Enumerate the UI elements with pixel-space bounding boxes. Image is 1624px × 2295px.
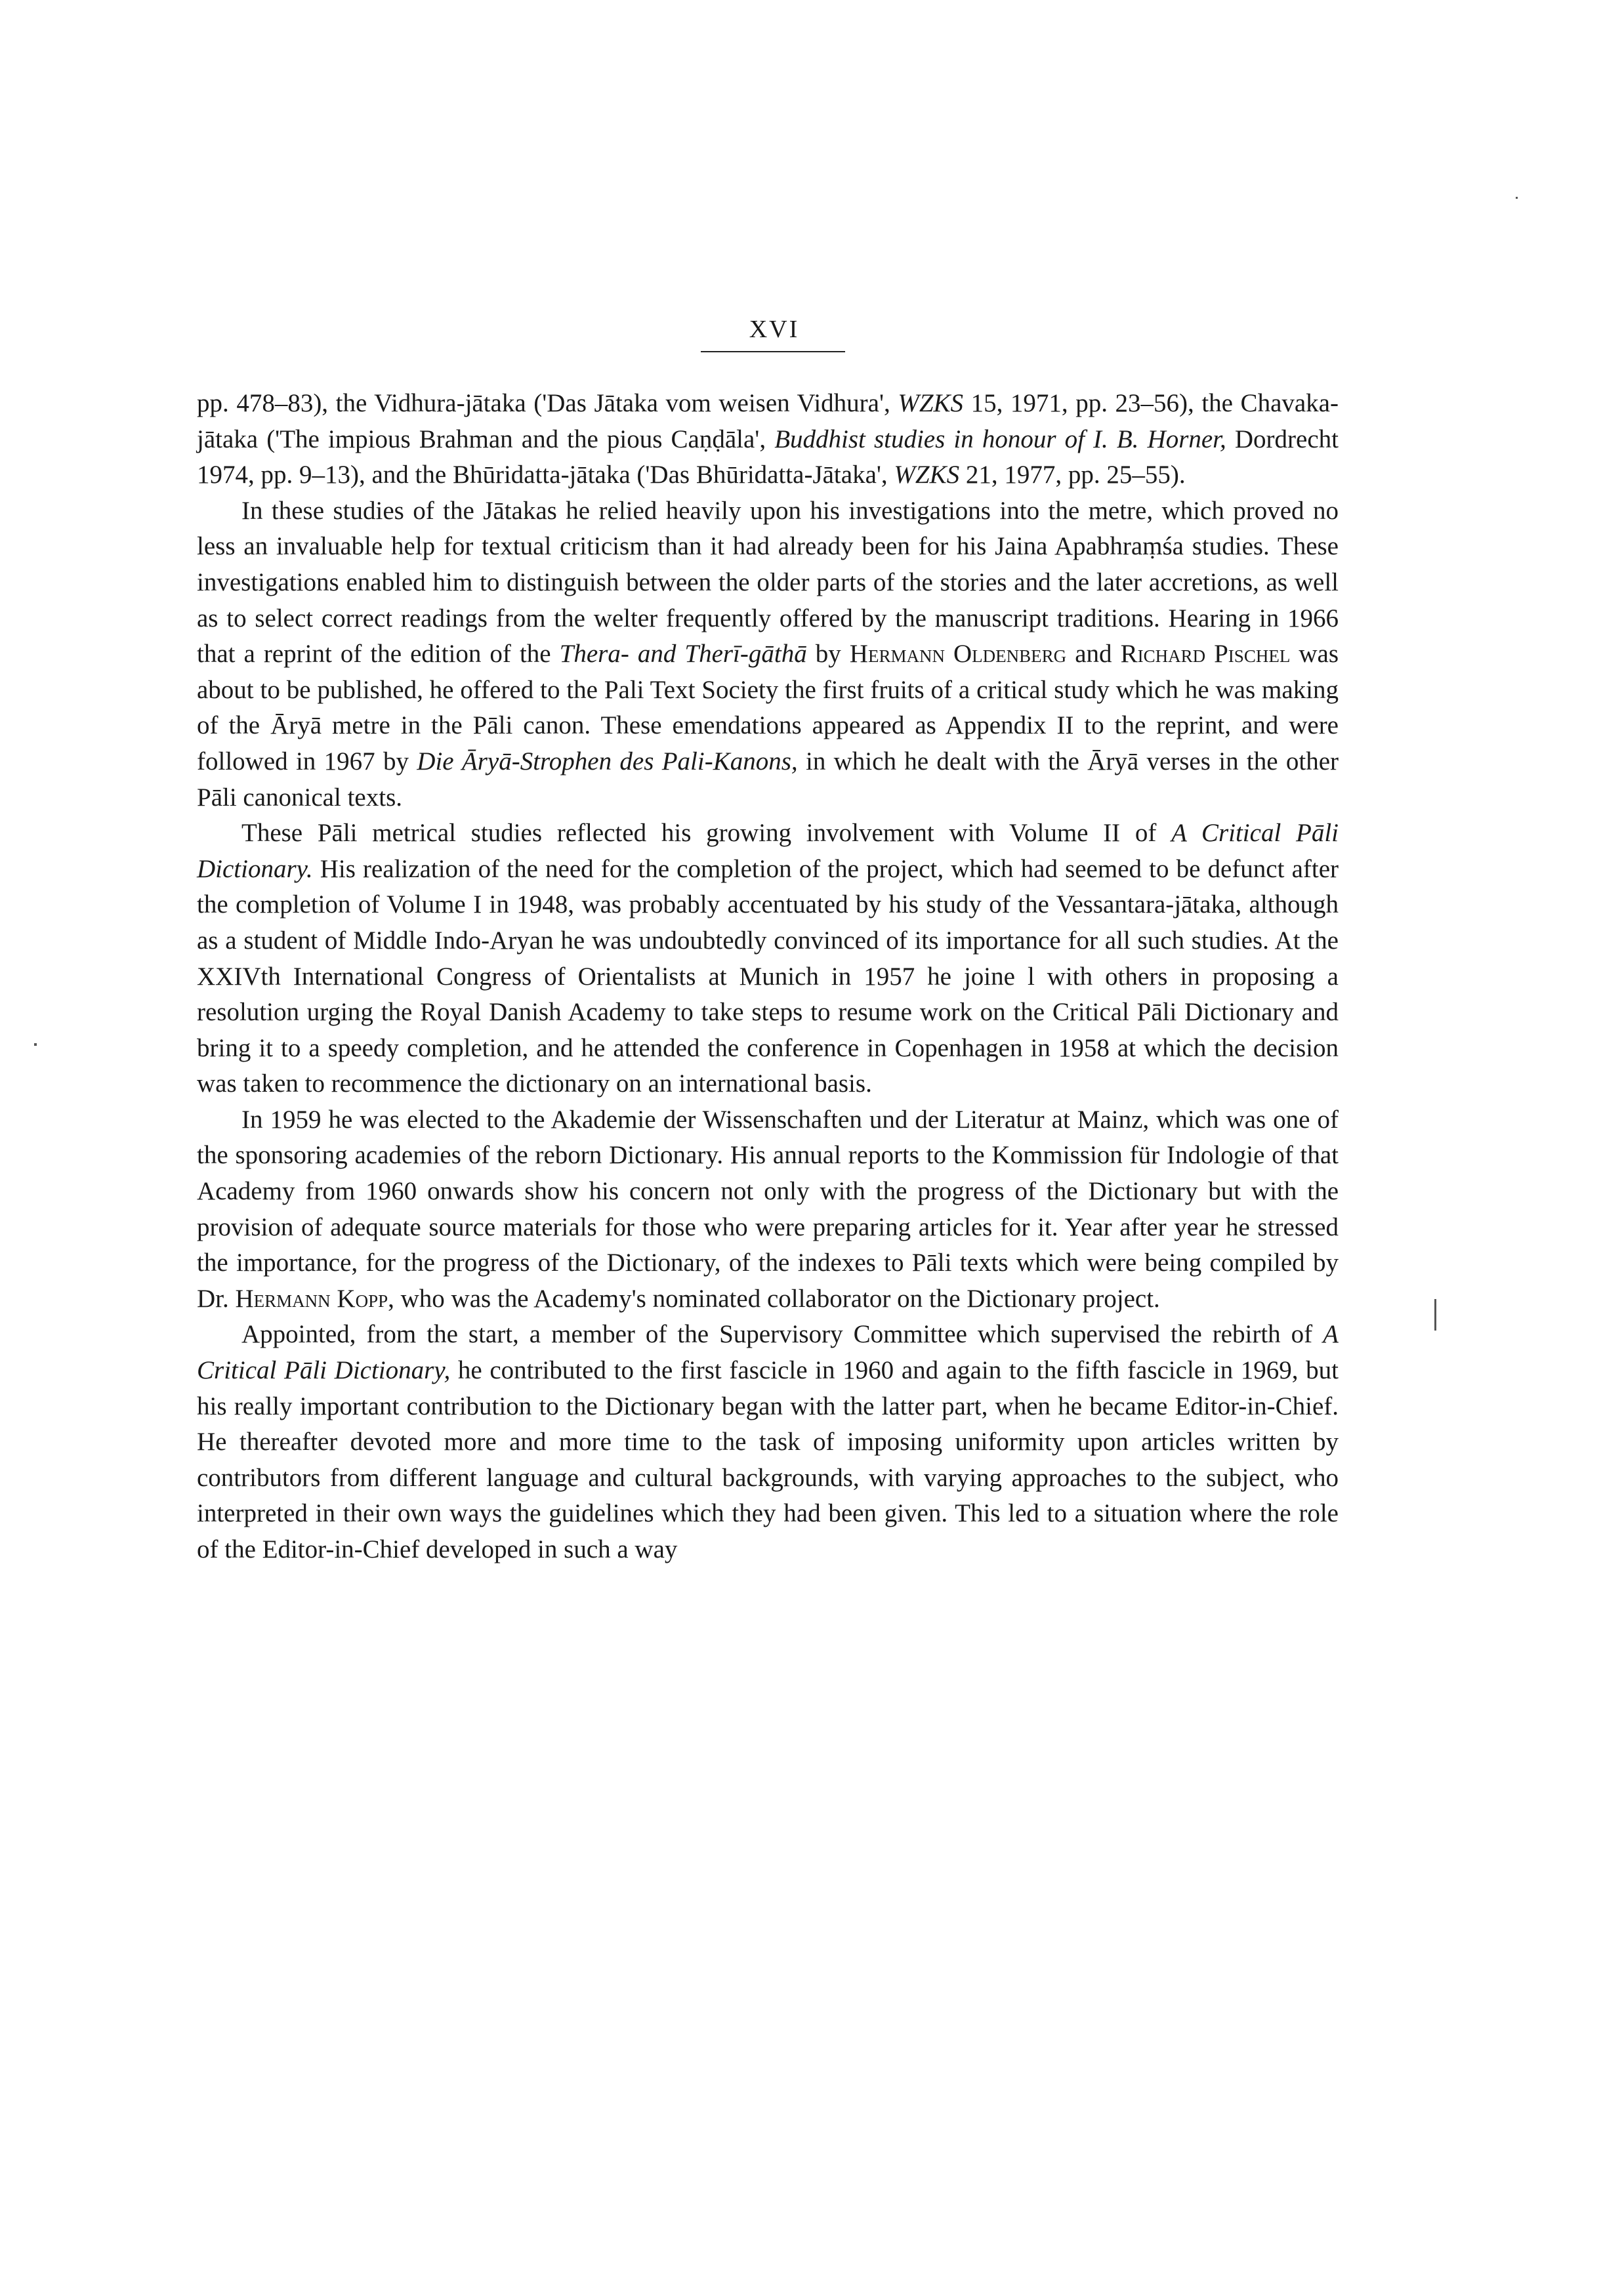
text-run: In these studies of the Jātakas he relied heavily upon his investigations into the metre, which proved no less an invaluable help for textual criticism than it had already been for his Jaina Apabhraṃśa studies. These investigations enabled him to distinguish between the older parts of the stories and the later accretions, as well as to select correct readings from the welter frequently offered by the manuscript traditions. Hearing in 1966 that a reprint of the edition of the	[197, 496, 1339, 669]
text-run: he contributed to the first fascicle in 1960 and again to the fifth fascicle in 1969, but his really important contribution to the Dictionary began with the latter part, when he became Editor-in-Chief. He thereafter devoted more and more time to the task of imposing uniformity upon articles written by contributors from different language and cultural backgrounds, with varying approaches to the subject, who interpreted in their own ways the guidelines which they had been given. This led to a situation where the role of the Editor-in-Chief developed in such a way	[197, 1356, 1339, 1563]
person-name: Richard Pischel	[1120, 640, 1291, 669]
italic-title: Thera- and Therī-gāthā	[559, 640, 807, 669]
text-run: who was the Academy's nominated collaborator on the Dictionary project.	[394, 1284, 1160, 1313]
paragraph-pali-metrical-studies	[197, 816, 1339, 1102]
text-run: was about to be published, he offered to the Pali Text Society the first fruits of a critical study which he was making of the Āryā metre in the Pāli canon. These emendations appeared as Appendix II to the reprint, and were followed in 1967 by	[197, 640, 1339, 775]
italic-title: WZKS	[898, 389, 964, 417]
italic-title: Die Āryā-Strophen des Pali-Kanons,	[417, 747, 798, 775]
text-run: In 1959 he was elected to the Akademie der Wissenschaften und der Literatur at Mainz, which was one of the sponsoring academies of the reborn Dictionary. His annual reports to the Kommission für Indologie of that Academy from 1960 onwards show his concern not only with the progress of the Dictionary but with the provision of adequate source materials for those who were preparing articles for it. Year after year he stressed the importance, for the progress of the Dictionary, of the indexes to Pāli texts which were being compiled by Dr.	[197, 1105, 1339, 1313]
scan-speck	[1516, 197, 1518, 199]
person-name: Hermann Kopp,	[235, 1284, 394, 1313]
text-run: 15, 1971, pp. 23–56), the Chavaka-jātaka ('The impious Brahman and the pious Caṇḍāla',	[197, 389, 1339, 453]
scan-speck	[1434, 1299, 1436, 1331]
text-run: pp. 478–83), the Vidhura-jātaka ('Das Jātaka vom weisen Vidhura',	[197, 389, 898, 417]
paragraph-jataka-studies	[197, 493, 1339, 816]
text-run: in which he dealt with the Āryā verses in the other Pāli canonical texts.	[197, 747, 1339, 812]
paragraph-citations-continued	[197, 386, 1339, 493]
italic-title: A Critical Pāli Dictionary.	[197, 819, 1339, 883]
italic-title: Buddhist studies in honour of I. B. Horner,	[774, 424, 1226, 453]
text-run: and	[1066, 640, 1121, 669]
text-run: Appointed, from the start, a member of the Supervisory Committee which supervised the rebirth of	[241, 1320, 1323, 1349]
person-name: Hermann Oldenberg	[849, 640, 1067, 669]
text-run: 21, 1977, pp. 25–55).	[959, 461, 1186, 489]
text-run: Dordrecht 1974, pp. 9–13), and the Bhūridatta-jātaka ('Das Bhūridatta-Jātaka',	[197, 424, 1339, 489]
paragraph-editor-in-chief	[197, 1317, 1339, 1567]
italic-title: WZKS	[894, 461, 960, 489]
paragraph-mainz-academy	[197, 1102, 1339, 1317]
text-run: by	[806, 640, 850, 669]
italic-title: A Critical Pāli Dictionary,	[197, 1320, 1339, 1385]
page-number: XVI	[749, 316, 800, 343]
body-text	[197, 386, 1339, 1568]
text-run: These Pāli metrical studies reflected his growing involvement with Volume II of	[241, 819, 1172, 848]
text-run: His realization of the need for the completion of the project, which had seemed to be defunct after the completion of Volume I in 1948, was probably accentuated by his study of the Vessantara-jātaka, although as a student of Middle Indo-Aryan he was undoubtedly convinced of its importance for all such studies. At the XXIVth International Congress of Orientalists at Munich in 1957 he joine l with others in proposing a resolution urging the Royal Danish Academy to take steps to resume work on the Critical Pāli Dictionary and bring it to a speedy completion, and he attended the conference in Copenhagen in 1958 at which the decision was taken to recommence the dictionary on an international basis.	[197, 854, 1339, 1098]
page-number-underline	[701, 351, 845, 352]
scan-speck	[34, 1043, 37, 1046]
